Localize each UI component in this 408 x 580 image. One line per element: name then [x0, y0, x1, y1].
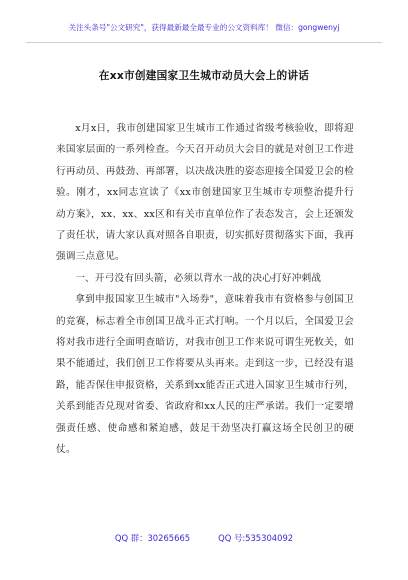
footer-qq-number: QQ 号:535304092: [218, 533, 294, 543]
footer-qq-group: QQ 群：30265665: [114, 533, 191, 543]
paragraph-intro: x月x日，我市创建国家卫生城市工作通过省级考核验收，即将迎来国家层面的一系列检查。今天召开动员大会目的就是对创卫工作进行再动员、再鼓劲、再部署，以决战决胜的姿态迎接全国爱卫会的检验。刚才，xx同志宣读了《xx市创建国家卫生城市专项整治提升行动方案》，xx、xx、xx区和有关市直单位作了表态发言，会上还颁发了责任状，请大家认真对照各自职责，切实抓好贯彻落实下面，我再强调三点意见。: [56, 123, 354, 263]
section-heading-1: 一、开弓没有回头箭，必须以背水一战的决心打好冲刺战: [75, 272, 322, 284]
header-banner: 关注头条号"公文研究"，获得最新最全最专业的公文资料库！ 微信：gongwenyj: [68, 23, 340, 32]
document-body: [56, 118, 354, 461]
document-title: 在xx市创建国家卫生城市动员大会上的讲话: [98, 70, 310, 82]
header-divider: [26, 42, 382, 43]
footer-contacts: [0, 532, 408, 544]
paragraph-section-1: 拿到申报国家卫生城市"入场券"，意味着我市有资格参与创国卫的竞赛，标志着全市创国卫战斗正式打响。一个月以后，全国爱卫会将对我市进行全面明查暗访，对我市创卫工作来说可谓生死攸关，如果不能通过，我们创卫工作将要从头再来。走到这一步，已经没有退路，能否保住申报资格，关系到xx能否正式进入国家卫生城市行列，关系到能否兑现对省委、省政府和xx人民的庄严承诺。我们一定要增强责任感、使命感和紧迫感，鼓足干劲坚决打赢这场全民创卫的硬仗。: [56, 294, 354, 456]
